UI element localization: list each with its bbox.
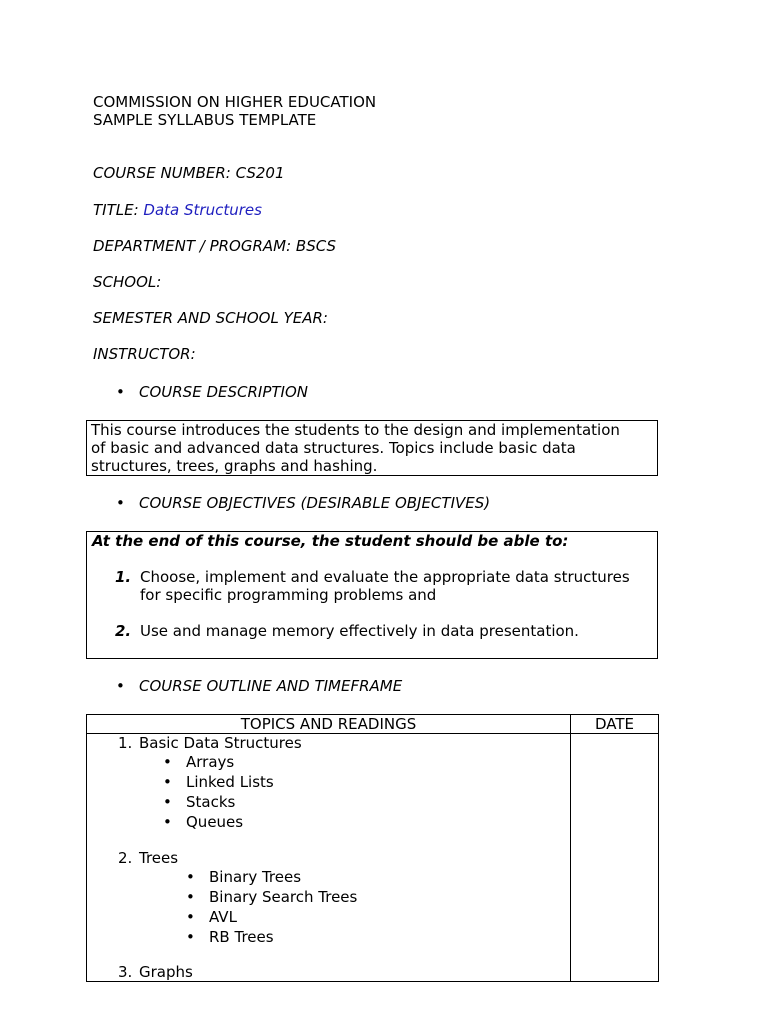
date-cell (571, 734, 659, 982)
subtopic: RB Trees (209, 928, 274, 946)
bullet-icon: • (163, 773, 172, 791)
objective-text (140, 622, 650, 640)
objective-number: 2. (115, 622, 132, 640)
bullet-icon: • (186, 928, 195, 946)
title-value: Data Structures (143, 201, 262, 219)
bullet-icon: • (163, 813, 172, 831)
bullet-icon: • (116, 383, 125, 401)
topic-number: 2. (118, 849, 133, 867)
objective-line: for specific programming problems and (140, 586, 437, 604)
topic-title: Graphs (139, 963, 193, 981)
department-program: DEPARTMENT / PROGRAM: BSCS (93, 237, 336, 255)
bullet-icon: • (186, 888, 195, 906)
topic-title: Basic Data Structures (139, 734, 302, 752)
description-box (86, 420, 658, 476)
subtopic: AVL (209, 908, 237, 926)
description-heading-text: COURSE DESCRIPTION (139, 383, 308, 401)
subtopic: Queues (186, 813, 244, 831)
outline-heading-text: COURSE OUTLINE AND TIMEFRAME (139, 677, 403, 695)
subtopic: Binary Trees (209, 868, 302, 886)
topics-column-header: TOPICS AND READINGS (87, 715, 571, 734)
bullet-icon: • (116, 677, 125, 695)
topic-number: 3. (118, 963, 133, 981)
description-heading (116, 383, 308, 401)
semester-field: SEMESTER AND SCHOOL YEAR: (93, 309, 328, 327)
objective-line: Choose, implement and evaluate the appropriate data structures (140, 568, 630, 586)
objectives-box (86, 531, 658, 659)
topic-number: 1. (118, 734, 133, 752)
instructor-field: INSTRUCTOR: (93, 345, 196, 363)
description-line: structures, trees, graphs and hashing. (91, 457, 378, 475)
bullet-icon: • (163, 793, 172, 811)
objectives-heading-text: COURSE OBJECTIVES (DESIRABLE OBJECTIVES) (139, 494, 491, 512)
objective-line: Use and manage memory effectively in data presentation. (140, 622, 579, 640)
bullet-icon: • (186, 908, 195, 926)
title-label: TITLE: (93, 201, 139, 219)
description-line: of basic and advanced data structures. Topics include basic data (91, 439, 576, 457)
description-line: This course introduces the students to the design and implementation (91, 421, 620, 439)
bullet-icon: • (163, 753, 172, 771)
doc-type-heading: SAMPLE SYLLABUS TEMPLATE (93, 111, 317, 129)
org-heading: COMMISSION ON HIGHER EDUCATION (93, 93, 377, 111)
course-title (93, 201, 262, 219)
date-column-header: DATE (571, 715, 659, 734)
objective-number: 1. (115, 568, 132, 586)
objectives-intro: At the end of this course, the student should be able to: (92, 532, 569, 550)
school-field: SCHOOL: (93, 273, 162, 291)
subtopic: Stacks (186, 793, 236, 811)
outline-heading (116, 677, 402, 695)
course-number: COURSE NUMBER: CS201 (93, 164, 285, 182)
topic-title: Trees (139, 849, 179, 867)
topics-cell (87, 734, 571, 982)
table-header-row (87, 715, 659, 734)
objective-text (140, 568, 650, 604)
objectives-heading (116, 494, 490, 512)
subtopic: Arrays (186, 753, 235, 771)
bullet-icon: • (116, 494, 125, 512)
bullet-icon: • (186, 868, 195, 886)
outline-table (86, 714, 659, 982)
table-row (87, 734, 659, 982)
subtopic: Binary Search Trees (209, 888, 358, 906)
subtopic: Linked Lists (186, 773, 274, 791)
